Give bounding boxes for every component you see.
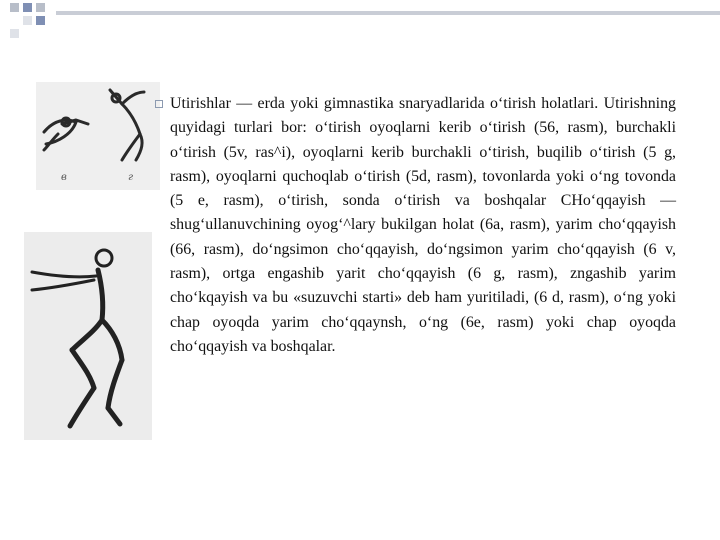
figure-label-v: в (61, 172, 67, 183)
figure-label-g: г (128, 172, 134, 183)
bullet-square-icon (155, 100, 163, 108)
header-rule (56, 11, 720, 15)
squat-pose-drawing (24, 232, 152, 440)
corner-square-icon (36, 16, 45, 25)
corner-square-icon (10, 3, 19, 12)
body-paragraph (170, 92, 676, 359)
corner-square-icon (23, 16, 32, 25)
gymnastics-poses-drawing (36, 82, 160, 190)
corner-square-icon (23, 3, 32, 12)
decorative-corner (0, 0, 60, 40)
corner-square-icon (36, 3, 45, 12)
paragraph-text: Utirishlar — erda yoki gimnastika snaryadlarida o‘tirish holatlari. Utirishning quyidagi turlari bor: o‘tirish oyoqlarni kerib o‘tirish (56, rasm), burchakli o‘tirish (5v, ras^i), oyoqlarni kerib burchakli o‘tirish, buqilib o‘tirish (5 g, rasm), oyoqlarni quchoqlab o‘tirish (5d, rasm), tovonlarda yoki o‘ng tovonda (5 e, rasm), o‘tirish, sonda o‘tirish va boshqalar CHo‘qqayish — shug‘ullanuvchining oyog‘^lary bukilgan holat (6a, rasm), yarim cho‘qqayish (66, rasm), do‘ngsimon cho‘qqayish, do‘ngsimon yarim cho‘qqayish (6 v, rasm), ortga engashib yarit cho‘qqayish (6 g, rasm), zngashib yarim cho‘kqayish va bu «suzuvchi starti» deb ham yuritiladi, (6 d, rasm), o‘ng yoki chap oyoqda yarim cho‘qqaynsh, o‘ng (6e, rasm) yoki chap oyoqda cho‘qqayish va boshqalar. (170, 95, 676, 355)
corner-square-icon (10, 29, 19, 38)
squat-pose-figure (24, 232, 152, 440)
gymnastics-poses-figure (36, 82, 160, 190)
